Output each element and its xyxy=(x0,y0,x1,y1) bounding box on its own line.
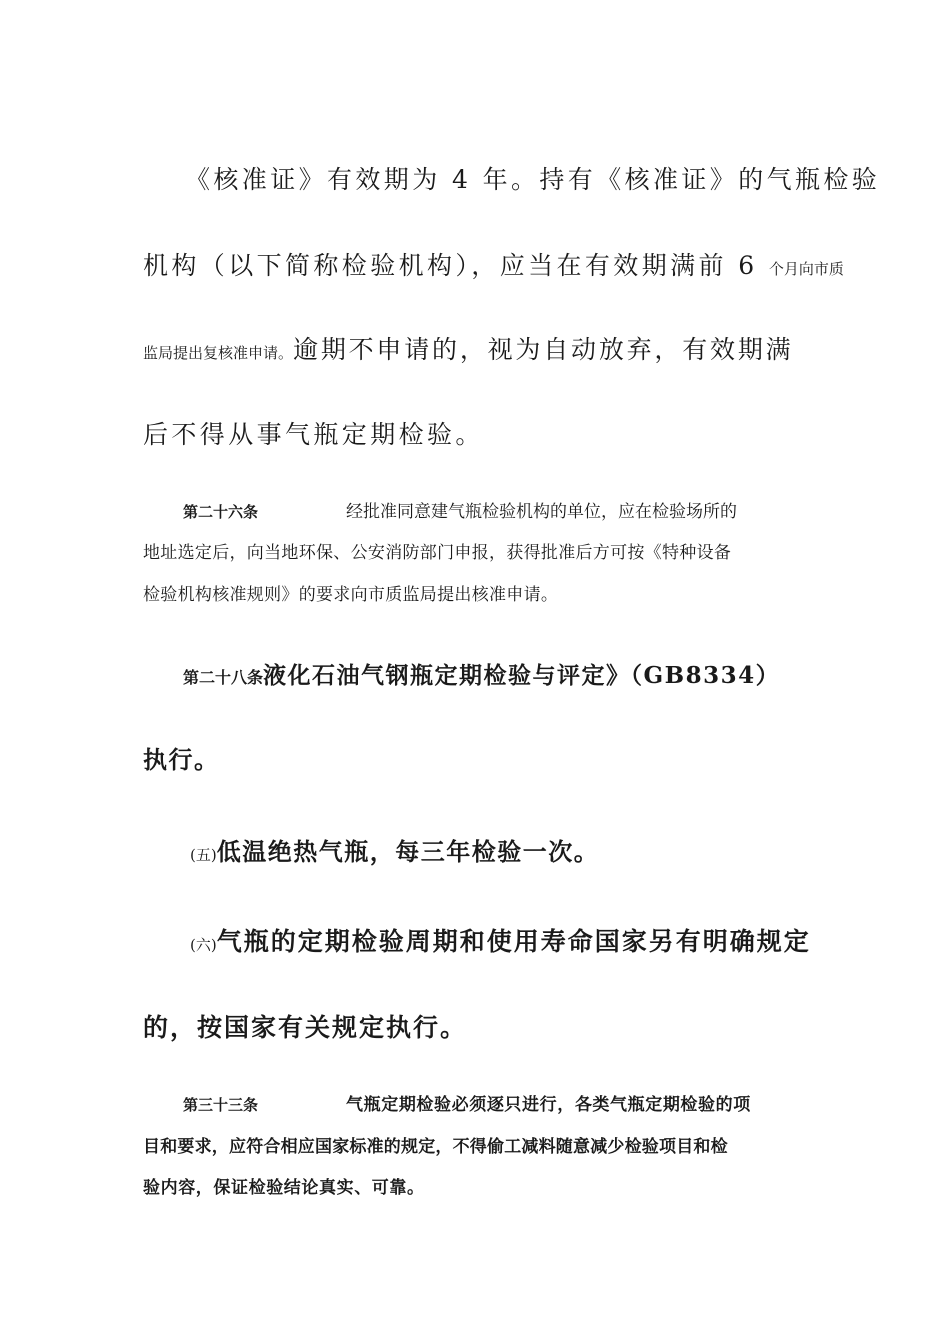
article-33-line-3: 验内容，保证检验结论真实、可靠。 xyxy=(143,1178,425,1198)
article-26-line-3: 检验机构核准规则》的要求向市质监局提出核准申请。 xyxy=(143,585,559,605)
article-26-text-1: 经批准同意建气瓶检验机构的单位，应在检验场所的 xyxy=(346,502,738,522)
article-26-number: 第二十六条 xyxy=(183,503,259,521)
article-33-number: 第三十三条 xyxy=(183,1096,259,1114)
item-5 xyxy=(190,832,599,867)
paragraph-1-line-3-main: 逾期不申请的，视为自动放弃，有效期满 xyxy=(293,335,794,364)
article-26-line-1 xyxy=(183,497,737,522)
article-33-line-1 xyxy=(183,1090,751,1115)
paragraph-1-line-4: 后不得从事气瓶定期检验。 xyxy=(143,420,484,449)
article-28-number: 第二十八条 xyxy=(183,668,264,687)
paragraph-1-line-3-small: 监局提出复核准申请。 xyxy=(143,344,294,362)
item-5-mark: (五) xyxy=(190,846,217,864)
paragraph-1-line-2-main: 机构（以下简称检验机构），应当在有效期满前 6 xyxy=(143,251,769,280)
article-26-line-2: 地址选定后，向当地环保、公安消防部门申报，获得批准后方可按《特种设备 xyxy=(143,543,732,563)
paragraph-1-line-1: 《核准证》有效期为 4 年。持有《核准证》的气瓶检验 xyxy=(185,165,881,194)
article-33-line-2: 目和要求，应符合相应国家标准的规定，不得偷工减料随意减少检验项目和检 xyxy=(143,1137,728,1157)
article-33-text-1: 气瓶定期检验必须逐只进行，各类气瓶定期检验的项 xyxy=(346,1095,751,1115)
item-6-line-2: 的，按国家有关规定执行。 xyxy=(143,1013,468,1042)
item-6-text-1: 气瓶的定期检验周期和使用寿命国家另有明确规定 xyxy=(216,927,811,956)
article-28-text-1: 液化石油气钢瓶定期检验与评定》（GB8334） xyxy=(263,662,781,689)
item-6-line-1 xyxy=(190,922,811,958)
item-5-text: 低温绝热气瓶，每三年检验一次。 xyxy=(216,837,600,866)
paragraph-1-line-3 xyxy=(143,330,793,366)
item-6-mark: (六) xyxy=(190,936,217,954)
paragraph-1-line-2 xyxy=(143,246,844,282)
article-28-line-1 xyxy=(183,657,780,690)
paragraph-1-line-2-small: 个月向市质 xyxy=(768,260,844,278)
article-28-line-2: 执行。 xyxy=(143,745,220,774)
